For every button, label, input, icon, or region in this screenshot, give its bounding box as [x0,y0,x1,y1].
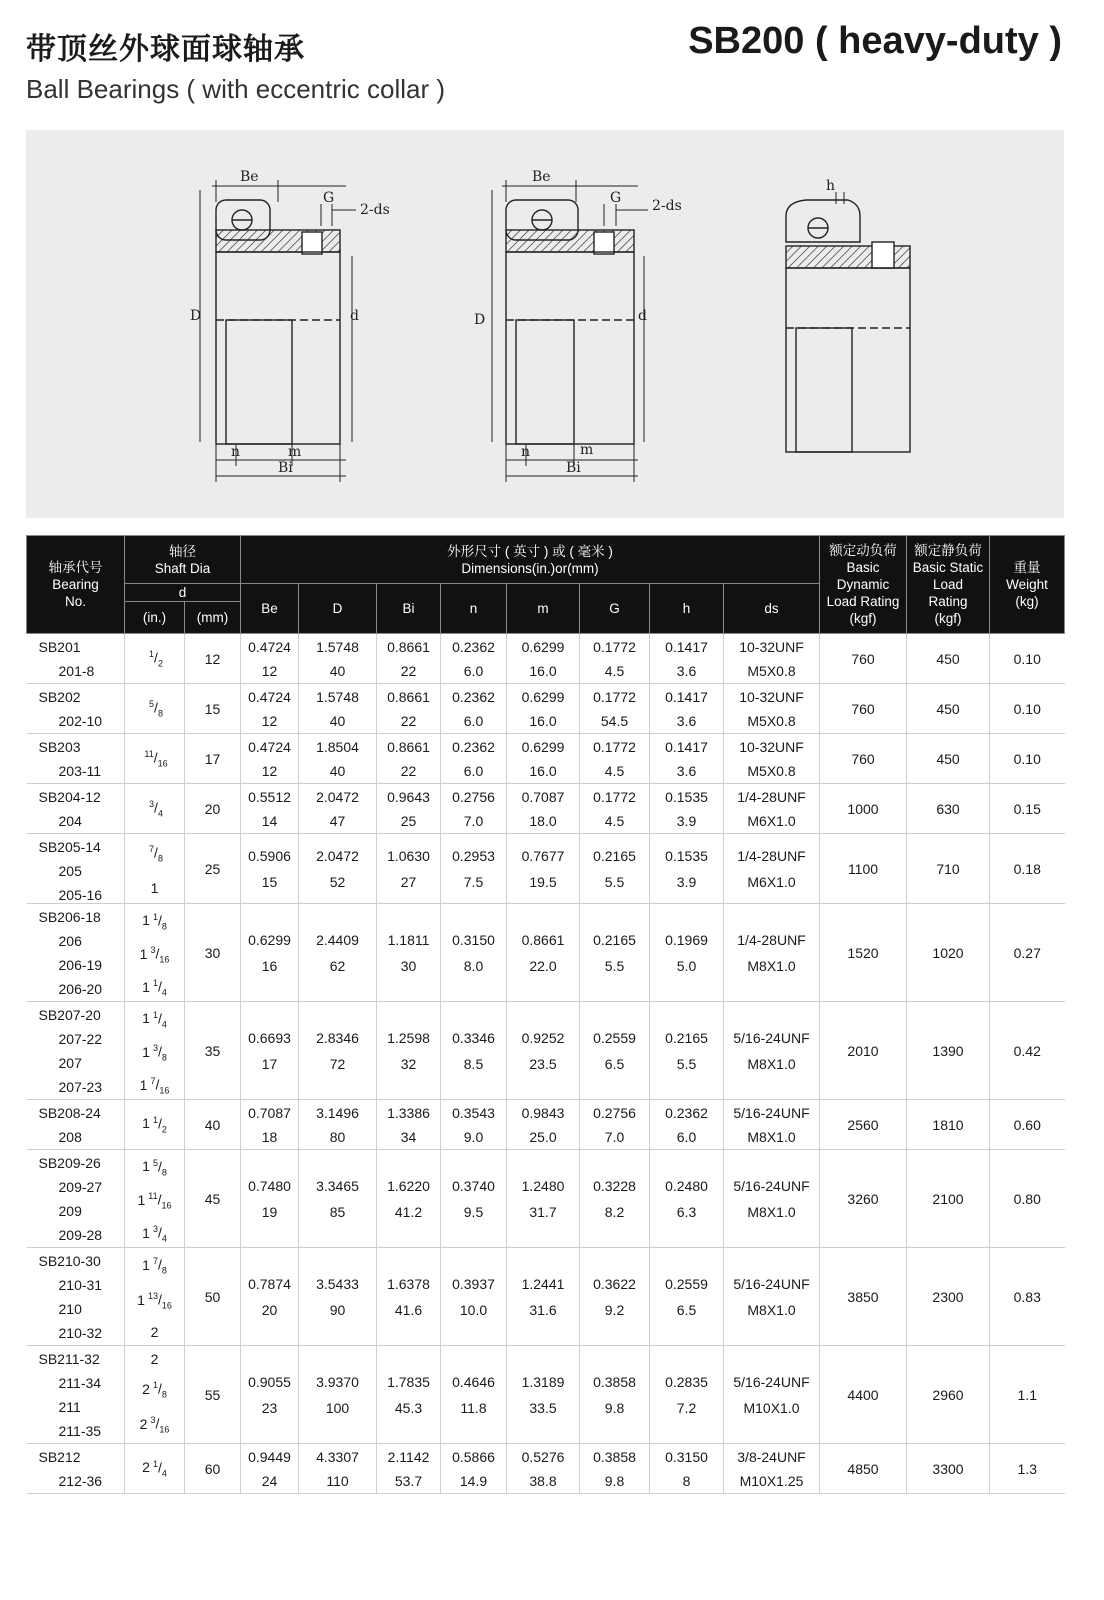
weight-cell: 0.60 [990,1100,1065,1150]
shaft-inch-value: 1 $^1/_4$ [142,978,167,998]
static-load-cell: 3300 [907,1444,990,1494]
shaft-inch-value: 1 $^7/_8$ [142,1256,167,1276]
dim-be-cell: 0.9055 23 [241,1346,299,1444]
dim-be-cell: 0.5906 15 [241,834,299,904]
dim-h-cell: 0.1535 3.9 [650,784,724,834]
bearing-no-cell: SB211-32 211-34 211 211-35 [27,1346,125,1444]
dim-bi-cell: 1.3386 34 [377,1100,441,1150]
static-load-cell: 1390 [907,1002,990,1100]
static-load-cell: 630 [907,784,990,834]
shaft-inch-value: $^1/_2$ [149,648,163,669]
dim-ds-cell: 1/4-28UNF M6X1.0 [724,834,820,904]
shaft-inch-value: 1 $^3/_{16}$ [139,944,170,965]
dim-h-cell: 0.1417 3.6 [650,634,724,684]
drawing-1 [190,169,390,482]
dim-D-cell: 1.5748 40 [299,634,377,684]
weight-cell: 0.42 [990,1002,1065,1100]
dim-m-cell: 0.7087 18.0 [507,784,580,834]
table-row [27,634,1065,684]
shaft-inch-value: $^{11}/_{16}$ [144,748,168,769]
dim-G-cell: 0.3858 9.8 [580,1346,650,1444]
shaft-inch-value: 1 $^3/_8$ [142,1042,167,1063]
shaft-inch-value: 1 $^1/_8$ [142,911,167,931]
dim-m-cell: 0.7677 19.5 [507,834,580,904]
dim-n-cell: 0.3346 8.5 [441,1002,507,1100]
label-d-2: d [638,308,647,324]
bearing-no-cell: SB208-24 208 [27,1100,125,1150]
page-subtitle: Ball Bearings ( with eccentric collar ) [26,74,446,104]
dim-G-cell: 0.2559 6.5 [580,1002,650,1100]
dim-be-cell: 0.9449 24 [241,1444,299,1494]
dim-n-cell: 0.2362 6.0 [441,734,507,784]
shaft-inch-value: 1 $^{13}/_{16}$ [137,1291,172,1311]
dim-bi-cell: 1.6220 41.2 [377,1150,441,1248]
drawing-2 [474,169,682,482]
dim-G-cell: 0.2165 5.5 [580,904,650,1002]
shaft-inch-value: 2 [150,1351,159,1368]
dim-D-cell: 1.5748 40 [299,684,377,734]
dynamic-load-cell: 2560 [820,1100,907,1150]
dim-h-cell: 0.3150 8 [650,1444,724,1494]
dim-ds-cell: 5/16-24UNF M8X1.0 [724,1248,820,1346]
drawing-3 [786,178,910,452]
dim-m-cell: 0.9843 25.0 [507,1100,580,1150]
header-n: n [441,584,507,634]
dynamic-load-cell: 4850 [820,1444,907,1494]
header-ds: ds [724,584,820,634]
dim-be-cell: 0.7087 18 [241,1100,299,1150]
dim-D-cell: 3.3465 85 [299,1150,377,1248]
header-shaft: 轴径 Shaft Dia [125,536,241,584]
shaft-inch-cell [125,904,185,1002]
label-bi: Bi [278,460,293,476]
shaft-mm-cell: 17 [185,734,241,784]
dim-G-cell: 0.3228 8.2 [580,1150,650,1248]
header-m: m [507,584,580,634]
dim-ds-cell: 10-32UNF M5X0.8 [724,634,820,684]
dim-be-cell: 0.4724 12 [241,684,299,734]
weight-cell: 0.15 [990,784,1065,834]
dim-D-cell: 3.5433 90 [299,1248,377,1346]
bearing-no-cell: SB203 203-11 [27,734,125,784]
dim-D-cell: 3.1496 80 [299,1100,377,1150]
dim-G-cell: 0.1772 4.5 [580,634,650,684]
label-ds-2: 2-ds [652,198,682,214]
bearing-drawings-svg [26,130,1064,518]
label-ds: 2-ds [360,202,390,218]
shaft-inch-cell [125,834,185,904]
dim-be-cell: 0.6299 16 [241,904,299,1002]
dim-n-cell: 0.3740 9.5 [441,1150,507,1248]
dim-bi-cell: 0.8661 22 [377,734,441,784]
dim-D-cell: 3.9370 100 [299,1346,377,1444]
weight-cell: 0.27 [990,904,1065,1002]
label-n-2: n [521,444,531,460]
dim-h-cell: 0.2165 5.5 [650,1002,724,1100]
shaft-inch-value: $^7/_8$ [149,844,163,864]
shaft-inch-value: 2 $^1/_4$ [142,1458,167,1479]
shaft-inch-value: 1 $^1/_2$ [142,1114,167,1135]
bearing-no-cell: SB212 212-36 [27,1444,125,1494]
dim-bi-cell: 2.1142 53.7 [377,1444,441,1494]
dynamic-load-cell: 2010 [820,1002,907,1100]
shaft-inch-value: 1 $^7/_{16}$ [139,1076,170,1096]
dim-ds-cell: 5/16-24UNF M8X1.0 [724,1150,820,1248]
bearing-no-cell: SB209-26 209-27 209 209-28 [27,1150,125,1248]
label-bi-2: Bi [566,460,581,476]
label-h: h [826,178,836,194]
weight-cell: 1.1 [990,1346,1065,1444]
dim-h-cell: 0.1969 5.0 [650,904,724,1002]
header-dims: 外形尺寸 ( 英寸 ) 或 ( 毫米 ) Dimensions(in.)or(mm) [241,536,820,584]
dim-bi-cell: 1.6378 41.6 [377,1248,441,1346]
shaft-inch-cell [125,1444,185,1494]
dim-D-cell: 2.0472 52 [299,834,377,904]
static-load-cell: 450 [907,684,990,734]
label-g: G [323,190,335,206]
dim-m-cell: 1.2480 31.7 [507,1150,580,1248]
shaft-inch-value: 1 $^{11}/_{16}$ [137,1190,172,1211]
shaft-inch-value: 1 $^1/_4$ [142,1009,167,1029]
static-load-cell: 2960 [907,1346,990,1444]
label-n: n [231,444,241,460]
label-be: Be [240,169,259,185]
table-row [27,1248,1065,1346]
header-shaft-d: d [125,584,241,602]
shaft-inch-cell [125,1100,185,1150]
dim-h-cell: 0.2559 6.5 [650,1248,724,1346]
bearing-no-cell: SB204-12 204 [27,784,125,834]
dim-G-cell: 0.3622 9.2 [580,1248,650,1346]
table-row [27,684,1065,734]
dim-m-cell: 0.5276 38.8 [507,1444,580,1494]
dim-be-cell: 0.6693 17 [241,1002,299,1100]
label-m-2: m [580,442,594,458]
dim-h-cell: 0.1417 3.6 [650,684,724,734]
dynamic-load-cell: 760 [820,734,907,784]
static-load-cell: 2100 [907,1150,990,1248]
header-shaft-in: (in.) [125,602,185,634]
dim-G-cell: 0.1772 4.5 [580,734,650,784]
shaft-inch-cell [125,684,185,734]
table-row [27,734,1065,784]
shaft-mm-cell: 12 [185,634,241,684]
dim-m-cell: 0.6299 16.0 [507,734,580,784]
shaft-mm-cell: 25 [185,834,241,904]
dim-ds-cell: 5/16-24UNF M10X1.0 [724,1346,820,1444]
shaft-inch-value: 1 $^3/_4$ [142,1224,167,1244]
shaft-inch-value: $^5/_8$ [149,698,163,719]
shaft-mm-cell: 60 [185,1444,241,1494]
weight-cell: 0.10 [990,684,1065,734]
shaft-mm-cell: 30 [185,904,241,1002]
bearing-no-cell: SB202 202-10 [27,684,125,734]
shaft-inch-cell [125,1248,185,1346]
shaft-inch-value: 1 $^5/_8$ [142,1157,167,1177]
dim-bi-cell: 1.1811 30 [377,904,441,1002]
dim-n-cell: 0.3150 8.0 [441,904,507,1002]
header-shaft-mm: (mm) [185,602,241,634]
dim-D-cell: 1.8504 40 [299,734,377,784]
dim-be-cell: 0.5512 14 [241,784,299,834]
dynamic-load-cell: 1100 [820,834,907,904]
dim-m-cell: 1.2441 31.6 [507,1248,580,1346]
table-row [27,1444,1065,1494]
shaft-mm-cell: 45 [185,1150,241,1248]
dim-G-cell: 0.3858 9.8 [580,1444,650,1494]
dim-ds-cell: 10-32UNF M5X0.8 [724,684,820,734]
dim-h-cell: 0.2362 6.0 [650,1100,724,1150]
label-D: D [190,308,202,324]
dim-n-cell: 0.3937 10.0 [441,1248,507,1346]
dim-bi-cell: 0.8661 22 [377,634,441,684]
shaft-mm-cell: 35 [185,1002,241,1100]
dim-be-cell: 0.4724 12 [241,734,299,784]
weight-cell: 0.83 [990,1248,1065,1346]
shaft-mm-cell: 40 [185,1100,241,1150]
static-load-cell: 1810 [907,1100,990,1150]
dim-bi-cell: 1.7835 45.3 [377,1346,441,1444]
dim-ds-cell: 1/4-28UNF M8X1.0 [724,904,820,1002]
table-row [27,834,1065,904]
dim-ds-cell: 5/16-24UNF M8X1.0 [724,1100,820,1150]
dim-bi-cell: 1.0630 27 [377,834,441,904]
header-weight: 重量 Weight (kg) [990,536,1065,634]
table-row [27,784,1065,834]
shaft-inch-value: 1 [150,879,159,896]
dim-G-cell: 0.1772 4.5 [580,784,650,834]
dim-m-cell: 0.6299 16.0 [507,634,580,684]
bearing-drawings [26,130,1064,518]
table-row [27,1150,1065,1248]
dim-G-cell: 0.2756 7.0 [580,1100,650,1150]
dim-n-cell: 0.4646 11.8 [441,1346,507,1444]
dynamic-load-cell: 3850 [820,1248,907,1346]
shaft-mm-cell: 50 [185,1248,241,1346]
dim-h-cell: 0.2480 6.3 [650,1150,724,1248]
label-be-2: Be [532,169,551,185]
shaft-inch-cell [125,634,185,684]
shaft-inch-cell [125,1150,185,1248]
table-row [27,1346,1065,1444]
dim-n-cell: 0.2362 6.0 [441,684,507,734]
dim-be-cell: 0.4724 12 [241,634,299,684]
bearing-no-cell: SB201 201-8 [27,634,125,684]
spec-table-body [27,634,1065,1494]
header-static-load: 额定静负荷 Basic Static Load Rating (kgf) [907,536,990,634]
weight-cell: 0.18 [990,834,1065,904]
shaft-mm-cell: 15 [185,684,241,734]
dim-G-cell: 0.2165 5.5 [580,834,650,904]
dim-bi-cell: 1.2598 32 [377,1002,441,1100]
label-m: m [288,444,302,460]
shaft-mm-cell: 55 [185,1346,241,1444]
dim-n-cell: 0.2953 7.5 [441,834,507,904]
dim-bi-cell: 0.9643 25 [377,784,441,834]
dim-be-cell: 0.7480 19 [241,1150,299,1248]
dim-h-cell: 0.2835 7.2 [650,1346,724,1444]
dynamic-load-cell: 1520 [820,904,907,1002]
static-load-cell: 450 [907,634,990,684]
header-G: G [580,584,650,634]
label-g-2: G [610,190,622,206]
dim-n-cell: 0.3543 9.0 [441,1100,507,1150]
header-dynamic-load: 额定动负荷 Basic Dynamic Load Rating (kgf) [820,536,907,634]
page-title-cn: 带顶丝外球面球轴承 [26,32,305,67]
header-h: h [650,584,724,634]
dim-m-cell: 0.6299 16.0 [507,684,580,734]
weight-cell: 0.80 [990,1150,1065,1248]
header-be: Be [241,584,299,634]
shaft-inch-value: 2 $^1/_8$ [142,1380,167,1400]
dynamic-load-cell: 3260 [820,1150,907,1248]
shaft-inch-cell [125,734,185,784]
header-bearing: 轴承代号 Bearing No. [27,536,125,634]
weight-cell: 0.10 [990,734,1065,784]
header-D: D [299,584,377,634]
label-d: d [350,308,359,324]
bearing-no-cell: SB210-30 210-31 210 210-32 [27,1248,125,1346]
dim-D-cell: 2.4409 62 [299,904,377,1002]
static-load-cell: 2300 [907,1248,990,1346]
dim-n-cell: 0.2756 7.0 [441,784,507,834]
model-title: SB200 ( heavy-duty ) [688,20,1062,62]
shaft-inch-value: 2 $^3/_{16}$ [139,1415,170,1435]
bearing-no-cell: SB206-18 206 206-19 206-20 [27,904,125,1002]
table-row [27,904,1065,1002]
dim-m-cell: 0.9252 23.5 [507,1002,580,1100]
dim-n-cell: 0.5866 14.9 [441,1444,507,1494]
shaft-inch-cell [125,1346,185,1444]
shaft-mm-cell: 20 [185,784,241,834]
shaft-inch-cell [125,784,185,834]
static-load-cell: 710 [907,834,990,904]
shaft-inch-value: $^3/_4$ [149,798,163,819]
dim-bi-cell: 0.8661 22 [377,684,441,734]
dim-ds-cell: 1/4-28UNF M6X1.0 [724,784,820,834]
dynamic-load-cell: 760 [820,634,907,684]
dynamic-load-cell: 760 [820,684,907,734]
dim-G-cell: 0.1772 54.5 [580,684,650,734]
dim-m-cell: 1.3189 33.5 [507,1346,580,1444]
dim-D-cell: 2.0472 47 [299,784,377,834]
dynamic-load-cell: 4400 [820,1346,907,1444]
dim-h-cell: 0.1535 3.9 [650,834,724,904]
spec-table [26,535,1065,1494]
dim-ds-cell: 3/8-24UNF M10X1.25 [724,1444,820,1494]
weight-cell: 1.3 [990,1444,1065,1494]
dim-ds-cell: 5/16-24UNF M8X1.0 [724,1002,820,1100]
dim-D-cell: 2.8346 72 [299,1002,377,1100]
static-load-cell: 450 [907,734,990,784]
dim-m-cell: 0.8661 22.0 [507,904,580,1002]
dim-n-cell: 0.2362 6.0 [441,634,507,684]
dynamic-load-cell: 1000 [820,784,907,834]
bearing-no-cell: SB205-14 205 205-16 [27,834,125,904]
bearing-no-cell: SB207-20 207-22 207 207-23 [27,1002,125,1100]
shaft-inch-cell [125,1002,185,1100]
weight-cell: 0.10 [990,634,1065,684]
dim-be-cell: 0.7874 20 [241,1248,299,1346]
table-row [27,1002,1065,1100]
shaft-inch-value: 2 [150,1323,159,1340]
header-bi: Bi [377,584,441,634]
table-row [27,1100,1065,1150]
label-D-2: D [474,312,486,328]
static-load-cell: 1020 [907,904,990,1002]
dim-ds-cell: 10-32UNF M5X0.8 [724,734,820,784]
dim-D-cell: 4.3307 110 [299,1444,377,1494]
dim-h-cell: 0.1417 3.6 [650,734,724,784]
